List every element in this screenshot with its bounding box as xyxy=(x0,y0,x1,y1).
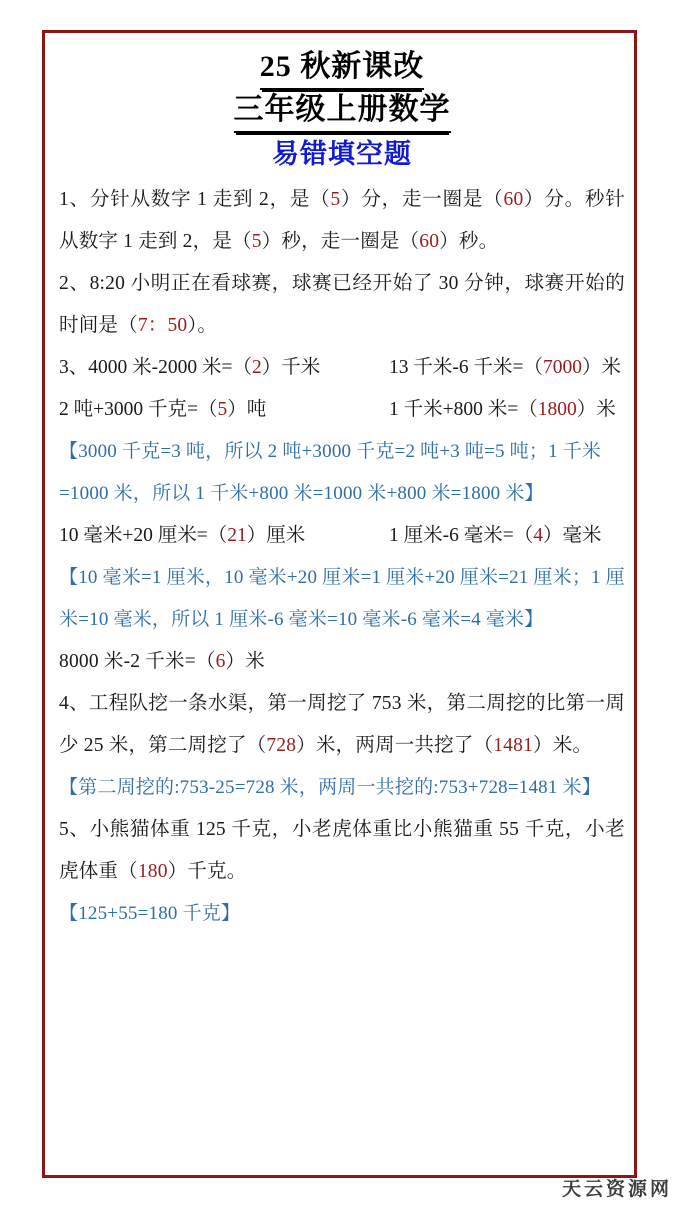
problem-3-r1c1-text-b: ）千米 xyxy=(261,357,321,378)
title-line-2-text: 三年级上册数学 xyxy=(234,90,451,133)
problem-2 xyxy=(59,263,625,347)
problem-3-r3c2-answer: 4 xyxy=(533,525,543,546)
problem-5-answer-a: 180 xyxy=(137,861,168,882)
problem-1-text-a: 1、分针从数字 1 走到 2，是（ xyxy=(59,189,331,210)
problem-1-answer-b: 60 xyxy=(503,189,524,210)
problem-5-text-b: ）千克。 xyxy=(167,861,247,882)
problem-4-answer-a: 728 xyxy=(266,735,297,756)
problem-3-explanation-1: 【3000 千克=3 吨，所以 2 吨+3000 千克=2 吨+3 吨=5 吨；1 千米=1000 米，所以 1 千米+800 米=1000 米+800 米=1800 米】 xyxy=(59,441,602,504)
title-line-3: 易错填空题 xyxy=(272,139,412,169)
problem-4-answer-b: 1481 xyxy=(493,735,534,756)
problem-4-explanation: 【第二周挖的:753-25=728 米，两周一共挖的:753+728=1481 米】 xyxy=(59,777,601,798)
problem-3-r4-text-a: 8000 米-2 千米=（ xyxy=(59,651,216,672)
problem-3-r2c1-answer: 5 xyxy=(217,399,228,420)
problem-3-row-2-col-2 xyxy=(389,389,625,431)
problem-3-row-1-col-2 xyxy=(389,347,625,389)
problem-4-text-c: ）米。 xyxy=(533,735,593,756)
problem-3-row-3-col-2 xyxy=(389,515,625,557)
problem-3-row-2 xyxy=(59,389,625,431)
problem-3-r3c2-text-b: ）毫米 xyxy=(543,525,602,546)
worksheet-content xyxy=(59,39,625,935)
problem-3-r2c2-text-a: 1 千米+800 米=（ xyxy=(389,399,538,420)
problem-3-row-1 xyxy=(59,347,625,389)
problem-3-r2c2-answer: 1800 xyxy=(537,399,577,420)
worksheet-page-frame xyxy=(42,30,637,1178)
problem-3-r1c2-text-a: 13 千米-6 千米=（ xyxy=(389,357,543,378)
problem-3-row-2-col-1 xyxy=(59,389,389,431)
title-line-2 xyxy=(59,90,625,133)
site-watermark: 天云资源网 xyxy=(561,1179,672,1200)
problem-4-text-a: 4、工程队挖一条水渠，第一周挖了 753 米，第二周挖的比第一周少 25 米，第二周挖了（ xyxy=(59,693,625,756)
problem-5 xyxy=(59,809,625,893)
problem-4-text-b: ）米，两周一共挖了（ xyxy=(296,735,494,756)
problem-3-row-1-col-1 xyxy=(59,347,389,389)
problem-1-text-b: ）分，走一圈是（ xyxy=(340,189,504,210)
problem-1-text-e: ）秒。 xyxy=(439,231,499,252)
problem-3-row-3-col-1 xyxy=(59,515,389,557)
problem-1-answer-c: 5 xyxy=(251,231,262,252)
problem-1 xyxy=(59,179,625,263)
problem-1-text-c: ）分。秒针从数字 1 走到 2，是（ xyxy=(59,189,625,252)
problem-5-explanation: 【125+55=180 千克】 xyxy=(59,903,241,924)
problem-2-text-b: ）。 xyxy=(187,315,218,336)
problem-3-r2c2-text-b: ）米 xyxy=(576,399,616,420)
problem-1-answer-a: 5 xyxy=(330,189,341,210)
problem-3-row-4 xyxy=(59,641,625,683)
problem-3-r3c1-text-b: ）厘米 xyxy=(246,525,306,546)
problem-2-text-a: 2、8:20 小明正在看球赛，球赛已经开始了 30 分钟，球赛开始的时间是（ xyxy=(59,273,625,336)
problem-3-r2c1-text-b: ）吨 xyxy=(227,399,267,420)
title-line-1 xyxy=(59,47,625,90)
title-line-1-text: 25 秋新课改 xyxy=(260,47,425,90)
problem-3-r4-answer: 6 xyxy=(215,651,226,672)
problem-3-r2c1-text-a: 2 吨+3000 千克=（ xyxy=(59,399,218,420)
problem-3-r3c1-answer: 21 xyxy=(227,525,247,546)
problem-4 xyxy=(59,683,625,767)
problem-2-answer-a: 7：50 xyxy=(137,315,188,336)
problem-3-r1c1-text-a: 3、4000 米-2000 米=（ xyxy=(59,357,252,378)
problem-1-text-d: ）秒，走一圈是（ xyxy=(261,231,420,252)
problem-3-r1c2-answer: 7000 xyxy=(543,357,582,378)
problem-3-r1c2-text-b: ）米 xyxy=(582,357,622,378)
worksheet-title-block xyxy=(59,39,625,173)
problem-3-row-3 xyxy=(59,515,625,557)
problem-3-r3c1-text-a: 10 毫米+20 厘米=（ xyxy=(59,525,228,546)
problem-1-answer-d: 60 xyxy=(419,231,440,252)
problem-3-r1c1-answer: 2 xyxy=(252,357,262,378)
problem-3-r3c2-text-a: 1 厘米-6 毫米=（ xyxy=(389,525,534,546)
problem-3-explanation-2: 【10 毫米=1 厘米，10 毫米+20 厘米=1 厘米+20 厘米=21 厘米；1 厘米=10 毫米，所以 1 厘米-6 毫米=10 毫米-6 毫米=4 毫米】 xyxy=(59,567,625,630)
problem-3-r4-text-b: ）米 xyxy=(225,651,265,672)
problem-5-text-a: 5、小熊猫体重 125 千克，小老虎体重比小熊猫重 55 千克，小老虎体重（ xyxy=(59,819,625,882)
